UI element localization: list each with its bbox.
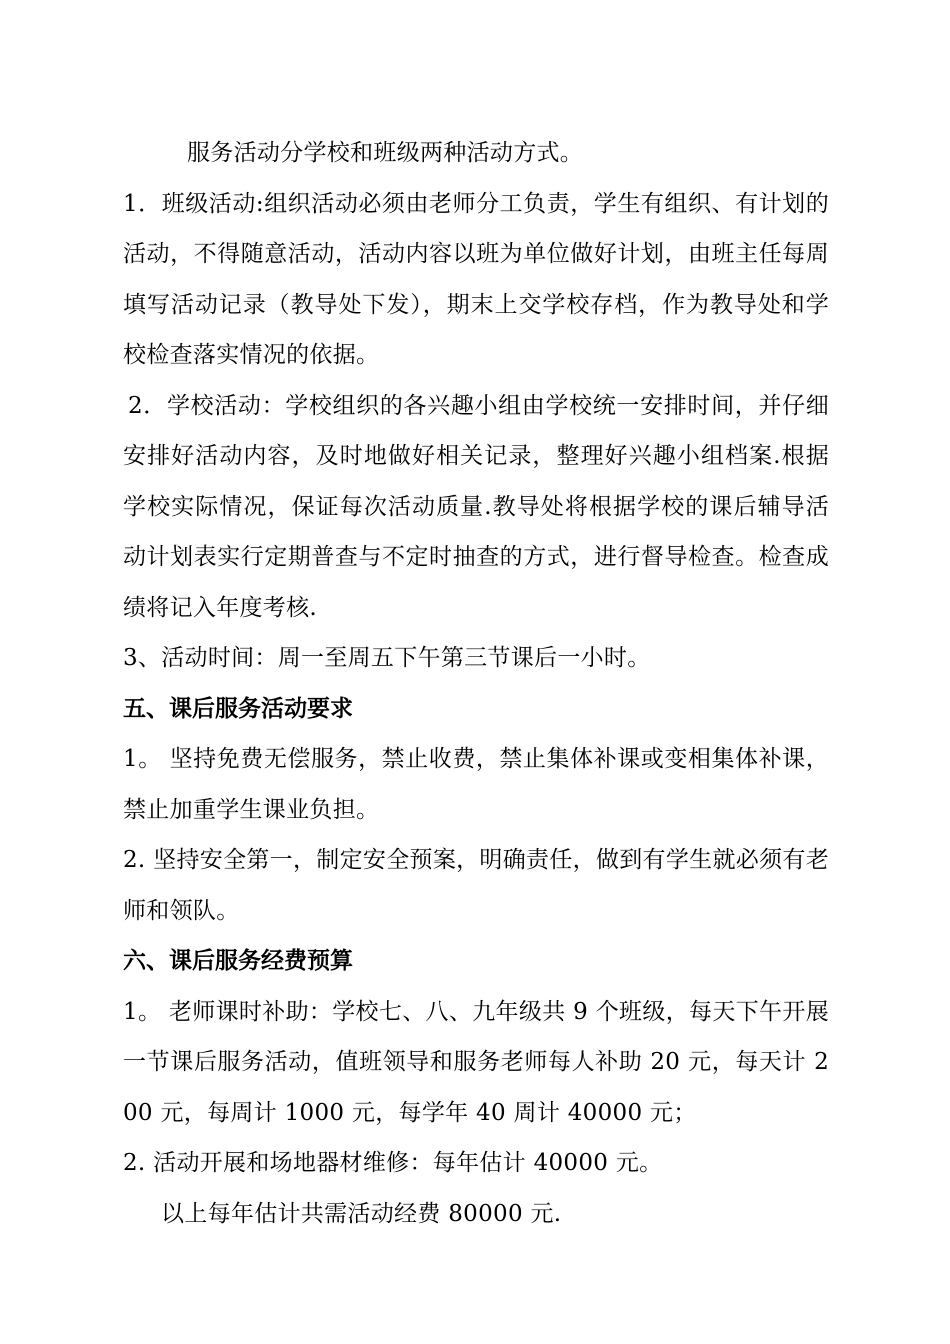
document-page (123, 128, 829, 1239)
paragraph-teacher-subsidy: 1。 老师课时补助：学校七、八、九年级共 9 个班级，每天下午开展一节课后服务活动，值班领导和服务老师每人补助 20 元，每天计 200 元，每周计 1000 元，每学年 40 周计 40000 元； (123, 998, 829, 1126)
paragraph-total-budget: 以上每年估计共需活动经费 80000 元. (161, 1200, 562, 1227)
paragraph-intro: 服务活动分学校和班级两种活动方式。 (187, 140, 584, 166)
paragraph-class-activity: 1．班级活动:组织活动必须由老师分工负责，学生有组织、有计划的活动，不得随意活动，活动内容以班为单位做好计划，由班主任每周填写活动记录（教导处下发），期末上交学校存档，作为教导处和学校检查落实情况的依据。 (123, 190, 829, 368)
paragraph-free-service: 1。 坚持免费无偿服务，禁止收费，禁止集体补课或变相集体补课，禁止加重学生课业负担。 (123, 746, 829, 823)
paragraph-equipment-maintenance: 2. 活动开展和场地器材维修：每年估计 40000 元。 (123, 1150, 663, 1176)
paragraph-activity-time: 3、活动时间：周一至周五下午第三节课后一小时。 (123, 645, 651, 671)
paragraph-school-activity: 2．学校活动：学校组织的各兴趣小组由学校统一安排时间，并仔细安排好活动内容，及时地做好相关记录，整理好兴趣小组档案.根据学校实际情况，保证每次活动质量.教导处将根据学校的课后辅导活动计划表实行定期普查与不定时抽查的方式，进行督导检查。检查成绩将记入年度考核. (123, 392, 829, 621)
paragraph-safety-first: 2. 坚持安全第一，制定安全预案，明确责任，做到有学生就必须有老师和领队。 (123, 847, 829, 924)
section-heading-budget: 六、课后服务经费预算 (123, 948, 353, 974)
section-heading-requirements: 五、课后服务活动要求 (123, 695, 353, 722)
